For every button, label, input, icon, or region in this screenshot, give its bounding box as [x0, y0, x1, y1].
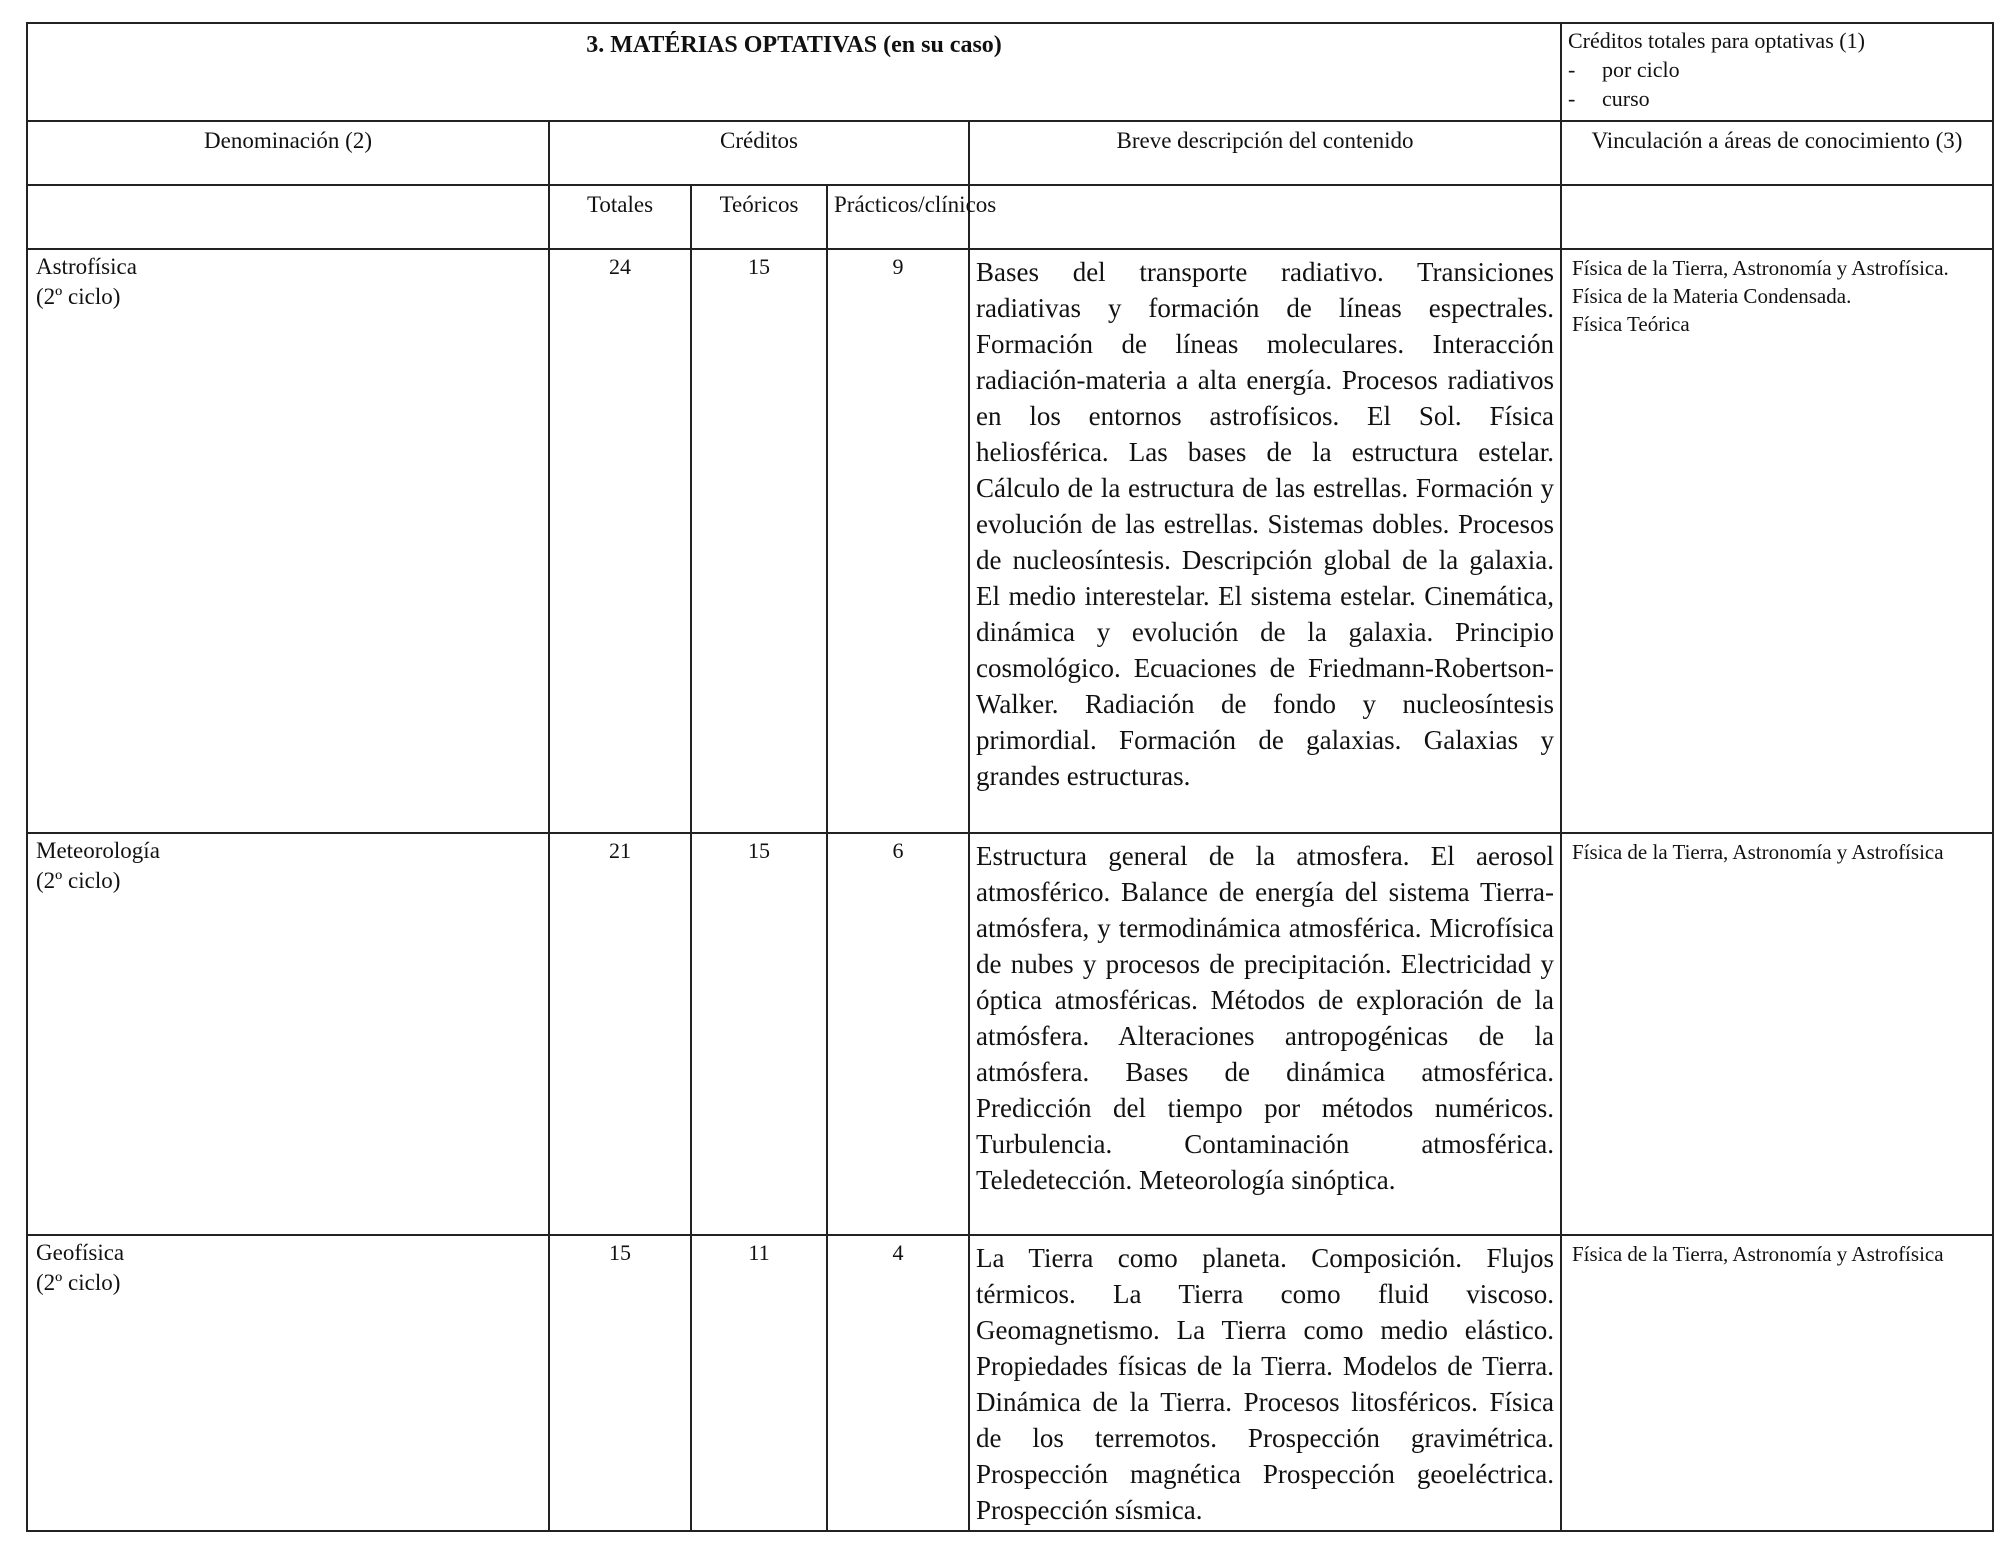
credits-theoretical: 15: [691, 249, 827, 833]
subject-description: Bases del transporte radiativo. Transiciones radiativas y formación de líneas espectrales. Formación de líneas moleculares. Interacción radiación-materia a alta energía. Procesos radiativos en los entornos astrofísicos. El Sol. Física heliosférica. Las bases de la estructura estelar. Cálculo de la estructura de las estrellas. Formación y evolución de las estrellas. Sistemas dobles. Procesos de nucleosíntesis. Descripción global de la galaxia. El medio interestelar. El sistema estelar. Cinemática, dinámica y evolución de la galaxia. Principio cosmológico. Ecuaciones de Friedmann-Robertson-Walker. Radiación de fondo y nucleosíntesis primordial. Formación de galaxias. Galaxias y grandes estructuras.: [969, 249, 1561, 833]
subject-name: Meteorología: [36, 838, 160, 863]
knowledge-areas: [1561, 1235, 1993, 1531]
header-practical: Prácticos/clínicos: [827, 185, 969, 249]
knowledge-areas: [1561, 833, 1993, 1235]
dash-marker: -: [1568, 86, 1576, 111]
total-credits-box: [1561, 23, 1993, 121]
table-row: [27, 833, 1993, 1235]
header-denomination: Denominación (2): [27, 121, 549, 185]
subject-name-cell: [27, 1235, 549, 1531]
subject-description: Estructura general de la atmosfera. El aerosol atmosférico. Balance de energía del sistema Tierra-atmósfera, y termodinámica atmosférica. Microfísica de nubes y procesos de precipitación. Electricidad y óptica atmosféricas. Métodos de exploración de la atmósfera. Alteraciones antropogénicas de la atmósfera. Bases de dinámica atmosférica. Predicción del tiempo por métodos numéricos. Turbulencia. Contaminación atmosférica. Teledetección. Meteorología sinóptica.: [969, 833, 1561, 1235]
per-cycle-label: por ciclo: [1602, 57, 1680, 82]
subject-cycle: (2º ciclo): [36, 1270, 121, 1295]
area-item: Física de la Tierra, Astronomía y Astrofísica: [1572, 840, 1944, 864]
header-empty-cell: [969, 185, 1561, 249]
table-row: [27, 1235, 1993, 1531]
header-empty-cell: [27, 185, 549, 249]
credits-totals: 15: [549, 1235, 691, 1531]
subject-cycle: (2º ciclo): [36, 284, 121, 309]
credits-theoretical: 15: [691, 833, 827, 1235]
credits-practical: 6: [827, 833, 969, 1235]
area-item: Física de la Tierra, Astronomía y Astrofísica: [1572, 1242, 1944, 1266]
knowledge-areas: [1561, 249, 1993, 833]
subject-name-cell: [27, 249, 549, 833]
table-row: [27, 249, 1993, 833]
section-title: 3. MATÉRIAS OPTATIVAS (en su caso): [27, 23, 1561, 121]
credits-totals: 24: [549, 249, 691, 833]
subject-name: Astrofísica: [36, 254, 137, 279]
header-totals: Totales: [549, 185, 691, 249]
area-item: Física de la Tierra, Astronomía y Astrofísica.: [1572, 256, 1949, 280]
credits-theoretical: 11: [691, 1235, 827, 1531]
course-label: curso: [1602, 86, 1650, 111]
optional-subjects-table: [26, 22, 1994, 1532]
area-item: Física de la Materia Condensada.: [1572, 284, 1852, 308]
credits-practical: 4: [827, 1235, 969, 1531]
area-item: Física Teórica: [1572, 312, 1690, 336]
credits-totals: 21: [549, 833, 691, 1235]
subject-name: Geofísica: [36, 1240, 125, 1265]
header-areas: Vinculación a áreas de conocimiento (3): [1561, 121, 1993, 185]
dash-marker: -: [1568, 57, 1576, 82]
credits-practical: 9: [827, 249, 969, 833]
subject-cycle: (2º ciclo): [36, 868, 121, 893]
header-empty-cell: [1561, 185, 1993, 249]
header-theoretical: Teóricos: [691, 185, 827, 249]
total-credits-label: Créditos totales para optativas (1): [1568, 28, 1865, 53]
header-description: Breve descripción del contenido: [969, 121, 1561, 185]
header-credits: Créditos: [549, 121, 969, 185]
subject-name-cell: [27, 833, 549, 1235]
subject-description: La Tierra como planeta. Composición. Flujos térmicos. La Tierra como fluid viscoso. Geomagnetismo. La Tierra como medio elástico. Propiedades físicas de la Tierra. Modelos de Tierra. Dinámica de la Tierra. Procesos litosféricos. Física de los terremotos. Prospección gravimétrica. Prospección magnética Prospección geoeléctrica. Prospección sísmica.: [969, 1235, 1561, 1531]
